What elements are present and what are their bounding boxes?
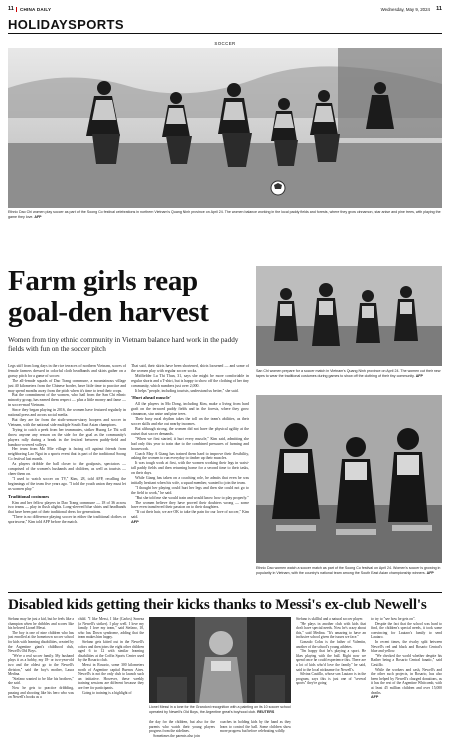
photo-messi-caption-text: Lionel Messi in a lone for the Grandoni recognition with a painting on its 10 soccer school operated by Newell's Old Boys, the Argentine great's boyhood club. [149,705,291,714]
article2-paragraph: child. "I like Messi, I like (Carlos) Soneza (a Newell's striker). I play well. I love my family. I love my team," said Stefano, 10, who has Down syndrome, adding that the team makes him happy. [78,617,144,640]
article1-deck: Women from tiny ethnic community in Vietnam balance hard work in the paddy fields with fun on the soccer pitch [8,336,239,353]
issue-date: Wednesday, May 9, 2024 [380,6,430,12]
article2-paragraph: Now he gets to practice dribbling, passing and shooting like his hero who was on Newell's books as a [8,685,74,700]
article2-paragraph: Stefano gets kitted out in the Newell's colors and then joins the eight other children aged 6 to 12 with similar learning disabilities at the Coffin Sports Center used by the Rosario club. [78,639,144,663]
photo-spectators-caption [256,566,442,575]
article2-paragraph: In recent times, the rivalry split between Newell's red and black and Rosario Central's blue and yellow. [371,639,442,654]
article1-paragraph: But the commitment of the women, who hail from the San Chi ethnic minority group, has earned them respect — plus a little money and fame — in soccer-mad Vietnam. [8,393,126,408]
article2-paragraph: Going to training is a highlight of [82,690,132,695]
photo-messi-mural [149,617,291,703]
article1-paragraph: That said, their skirts have been shortened, shirts loosened — and some of the women play with regular soccer socks. [131,364,249,373]
article1-paragraph: Midfielder Lu Thi Than, 31, says she might be more comfortable in regular shorts and a T-shirt, but is happy to show off the clothing of her tiny community, which numbers just over 2,000. [131,373,249,388]
page-number: 11 [8,6,14,12]
article2-paragraph: coaches in holding kids by the hand as they learn to control the ball. Some children show more progress but before celebrating wildly. [220,720,291,734]
article1-paragraph: "But she told me she would train and would know how to play properly." [135,495,249,500]
article2-paragraph: "Stefano wanted to be like his brothers," she said. [8,676,74,686]
photo-spectators-credit: AFP [426,570,434,575]
photo-prepare-credit: AFP [415,373,423,378]
article1-headline [8,266,248,328]
paper-name: CHINA DAILY [20,6,52,12]
article1-column-1 [8,364,126,586]
article2-column-6 [371,617,442,743]
article2-column-2 [78,617,144,743]
article2-credit: AFP [371,695,379,700]
article1-paragraph: Since they began playing in 2016, the women have featured regularly in national press and across social media. [8,408,126,418]
article2-paragraph: "We checked the world whether despite his Rather being a Rosario Central fanatic," said Castillo. [371,653,442,667]
women-playing-soccer-illustration [8,48,442,208]
article1-paragraph: "I used to watch soccer on TV," Kim, 28, told AFP, recalling the beginnings of the team five years ago. "I told the youth union they must let us women play." [8,476,126,491]
mural-illustration [149,617,291,703]
article1-paragraph: Kim and her fellow players in Dao Trang commune — 18 of 36 across two teams — play in flush alights. Long-sleeved blue shirts and headbands that have been part of their traditional dress for generations. [8,500,126,515]
headline-line-1: Farm girls reap [8,265,198,297]
article2-paragraph: "He plays in another club with kids that don't have special needs. Now he's crazy about this," said Medina. "It's amazing to have an inclusive school given the issues we face." [296,621,366,640]
article2-paragraph: Messi in Rosario, some 300 kilometers north of Argentine capital Buenos Aires. Newell's is not the only club to launch such an initiative. However, these weekly training sessions are different because they are free for participants. [78,662,144,690]
article2-paragraph: Gonzalo Colas is the father of Valentin, another of the school's young athletes. [296,639,366,649]
article2-paragraph: Stefano may be just a kid, but he feels like a champion when he dribbles and scores like his beloved Lionel Messi. [8,617,74,631]
headline-line-2: goal-den harvest [8,296,209,328]
main-photo-credit: AFP [34,214,42,219]
article1-paragraph: "If cut their hair, we are OK to take the pain for our love of soccer," Kim said. [131,510,249,520]
article2-paragraph: "We're a real soccer family. My husband plays it as a hobby, my 18- or two-year-old two and the oldest go to the Newell's division," said the boy's mother, Laura Medina. [8,653,74,677]
section-title [8,17,124,32]
article1-paragraph: All the players in Mo Dong, including Kim, make a living from hard graft on the terraced paddy fields and in the forests, where they grow cinnamon, star anise and pine trees. [131,402,249,417]
masthead-rule [8,33,442,34]
photo-prepare-caption [256,369,442,378]
article1-paragraph: The all-female squads of Dao Trang commune, a mountainous village just 40 kilometers from the Chinese border, have little time to practice and may spend months away from the pitch when it's time to tend their crops. [8,378,126,393]
article1-paragraph: Trying to catch a peek from her teammates, striker Huong Le Thi will throw anyone any reason on the side for the goal as the community's players rally during a break in the festival between paddy-field and bamboo-covered valleys. [8,427,126,447]
article2-column-1 [8,617,74,743]
main-photo-caption [8,210,442,219]
article1-paragraph: "There is no difference playing soccer in either the traditional clothes or sportswear," Kim told AFP before the match. [8,515,126,525]
main-photo-caption-text: Ethnic Dao Chi women play soccer as part of the Soong Co festival celebrations in northern Vietnam's Quang Ninh province on April 24. The women balance working in the local paddy fields and forests, where they grow cinnamon, star anise and pine trees, with playing the game they love. [8,210,441,219]
article1-paragraph: As players dribble the ball closer to the goalposts, spectators — comprised of the women's husbands and children, as well as tourists — cheer them on. [8,462,126,476]
page-number-right: 11 [436,6,442,12]
article1-paragraph: The women believe they have proved their doubters wrong — some have even transferred their passion on to their daughters. [131,500,249,510]
article1-paragraph: But although strong, the women did not have the physical agility at the outset that soccer demands. [131,426,249,436]
article1-subhead-1: Traditional costumes [8,493,50,499]
article1-paragraph: Her team from Mo Mie village is facing off against friends from neighboring Lao Ngai in a sports event that is part of the traditional Soong Co festival last month. [8,447,126,462]
article2-paragraph: Sometimes the parents also join [153,733,200,738]
section-divider [8,592,442,593]
article1-paragraph: Their busy rural rhythm takes the toll on the team's abilities, as their soccer skills and eke out nearby incomes. [131,417,249,427]
article1-paragraph: Coach May A Giang has trained them hard to improve their flexibility, asking the women to run everyday to timber up their muscles. [131,451,249,461]
masthead-separator [16,7,17,12]
photo-prepare [256,266,442,366]
article2-paragraph: the day for the children, but also for the parents who watch their young players progress from the sidelines. [149,720,215,734]
photo-spectators-caption-text: Ethnic Dao women watch a soccer match as part of the Soong Co festival on April 24. Women's soccer is growing in popularity in Vietnam, with the country's national team among the South East Asian championship winners. [256,566,441,575]
women-preparing-illustration [256,266,442,366]
article1-paragraph: Legs stiff from long days in the rice terraces of northern Vietnam, scores of female farmers dressed in colorful cloth headbands and skirts gather on a grassy pitch for a game of soccer. [8,364,126,378]
article2-paragraph: The boy is one of nine children who has just enrolled at the hometown soccer school for kids with learning disabilities, created by the Argentine giant's childhood club, Newell's Old Boys. [8,630,74,654]
article1-paragraph: "I thought her playing could hurt her legs and then she could not go to the field to work," he said. [131,485,249,495]
article1-paragraph: But they are far from the sixth-season-starry hoopers and soccer in Vietnam, with the national side multiple South East Asian champions. [8,417,126,427]
article2-headline: Disabled kids getting their kicks thanks to Messi's ex-club Newell's [8,596,427,613]
article2-paragraph: "I'm happy that he's playing a sport. He likes playing with the ball. Right now we spend once he could experience this. There are a lot of kids who'd love the family" he said, said to the local nickname for Newell's. [296,649,366,672]
article2-paragraph: Despite the fact that the school was hard to find, the children's special needs, it took some convincing for Lautaro's family to send Lautaro. [371,621,442,640]
article2-column-5 [296,617,366,743]
article2-paragraph: to try to "see how he gets on". [371,617,416,621]
article1-paragraph: While Giang has taken on a coaching role, he admits that even he was initially hesitant when his wife, a squad member, wanted to join the team. [131,476,249,485]
article1-subhead-2: 'Hurt ahead muscle' [131,395,171,401]
article2-column-4 [220,720,291,744]
photo-messi-caption [149,705,291,714]
women-watching-illustration [256,395,442,563]
article2-paragraph: Silvina Castillo, whose son Lautaro is in the program, says this is just one of "several sports" they're going [296,672,366,686]
masthead [8,6,442,36]
photo-prepare-caption-text: San Chi women prepare for a soccer match in Vietnam's Quang Ninh province on April 24. The women cut their new tapes to wear the traditional costumes during games to show off the clothing of their tiny community. [256,369,441,378]
photo-spectators [256,395,442,563]
article1-paragraph: "When we first started, it hurt every muscle," Kim said, admitting she had only this year to train due to the combined pressures of farming and housework. [131,436,249,451]
article2-column-3 [149,720,215,744]
article1-paragraph: It was tough work at first, with the women working their legs in waist-tall paddy fields and then returning home for a second time to their tasks, on their days. [131,461,249,476]
article1-credit: AFP [131,519,139,525]
section-label: SOCCER [214,41,236,46]
article1-paragraph: It helps "people, including tourists, understand us better," she said. [135,388,239,393]
article1-column-2 [131,364,249,586]
article2-paragraph: While the workers and cash, Newell's and the other such projects, in Rosario, has also been helped by Newell's charged donations, as it has the rest of the Argentine Whitcomb, with at least 45 million children and over 15,000 deaths. [371,667,442,695]
article2-paragraph: Stefano is skillful and a natural soccer player. [296,617,364,621]
photo-messi-credit: REUTERS [257,709,275,714]
section-title-text: HOLIDAYSPORTS [8,17,124,32]
main-photo [8,48,442,208]
